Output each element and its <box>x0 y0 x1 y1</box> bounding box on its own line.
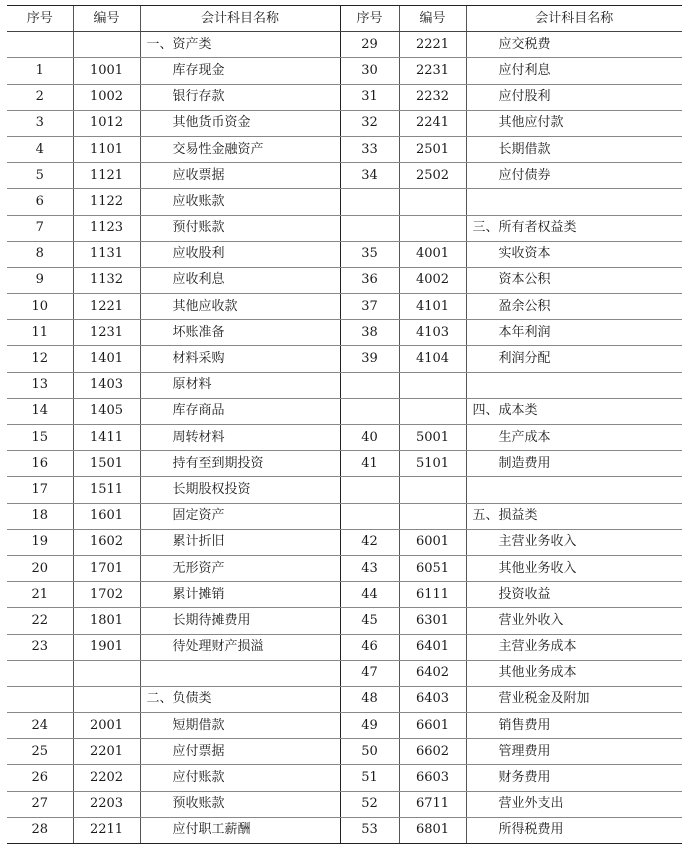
code-cell-left: 1701 <box>73 555 140 581</box>
code-cell-left: 1411 <box>73 425 140 451</box>
seq-cell-left: 7 <box>7 215 73 241</box>
code-cell-right: 4101 <box>399 294 466 320</box>
header-seq: 序号 <box>7 6 73 32</box>
seq-cell-left: 20 <box>7 555 73 581</box>
name-cell-right: 其他应付款 <box>466 110 682 136</box>
seq-cell-right <box>340 503 399 529</box>
code-cell-left <box>73 660 140 686</box>
name-cell-right: 营业税金及附加 <box>466 686 682 712</box>
name-cell-left: 库存现金 <box>140 58 340 84</box>
code-cell-right: 5001 <box>399 425 466 451</box>
seq-cell-left: 18 <box>7 503 73 529</box>
code-cell-right: 6401 <box>399 634 466 660</box>
code-cell-left: 1702 <box>73 582 140 608</box>
seq-cell-right: 33 <box>340 136 399 162</box>
name-cell-left: 预收账款 <box>140 791 340 817</box>
table-row <box>7 163 682 189</box>
name-cell-right: 长期借款 <box>466 136 682 162</box>
code-cell-left: 1131 <box>73 241 140 267</box>
name-cell-left: 预付账款 <box>140 215 340 241</box>
seq-cell-left: 19 <box>7 529 73 555</box>
code-cell-right: 6301 <box>399 608 466 634</box>
seq-cell-right: 44 <box>340 582 399 608</box>
table-row <box>7 765 682 791</box>
code-cell-right: 6711 <box>399 791 466 817</box>
category-heading-left: 二、负债类 <box>140 686 340 712</box>
code-cell-right <box>399 372 466 398</box>
name-cell-left: 应付职工薪酬 <box>140 817 340 843</box>
name-cell-right: 投资收益 <box>466 582 682 608</box>
name-cell-right: 销售费用 <box>466 713 682 739</box>
table-row <box>7 215 682 241</box>
table-row <box>7 791 682 817</box>
seq-cell-left: 15 <box>7 425 73 451</box>
seq-cell-right: 51 <box>340 765 399 791</box>
seq-cell-left: 4 <box>7 136 73 162</box>
seq-cell-right <box>340 477 399 503</box>
table-row <box>7 582 682 608</box>
name-cell-left: 材料采购 <box>140 346 340 372</box>
seq-cell-right: 32 <box>340 110 399 136</box>
code-cell-right: 6801 <box>399 817 466 843</box>
table-row <box>7 398 682 424</box>
code-cell-left: 1101 <box>73 136 140 162</box>
code-cell-left: 1401 <box>73 346 140 372</box>
name-cell-left: 应收账款 <box>140 189 340 215</box>
code-cell-right: 2232 <box>399 84 466 110</box>
table-row <box>7 110 682 136</box>
code-cell-left: 1231 <box>73 320 140 346</box>
seq-cell-right: 47 <box>340 660 399 686</box>
code-cell-right: 6603 <box>399 765 466 791</box>
name-cell-left: 其他应收款 <box>140 294 340 320</box>
seq-cell-right: 30 <box>340 58 399 84</box>
name-cell-right: 应交税费 <box>466 32 682 58</box>
name-cell-left: 长期股权投资 <box>140 477 340 503</box>
seq-cell-right: 36 <box>340 267 399 293</box>
name-cell-right: 实收资本 <box>466 241 682 267</box>
name-cell-left: 累计折旧 <box>140 529 340 555</box>
table-body <box>7 32 682 844</box>
table-row <box>7 425 682 451</box>
seq-cell-left <box>7 686 73 712</box>
seq-cell-right <box>340 215 399 241</box>
name-cell-right: 盈余公积 <box>466 294 682 320</box>
name-cell-left: 原材料 <box>140 372 340 398</box>
table-row <box>7 608 682 634</box>
seq-cell-right: 46 <box>340 634 399 660</box>
seq-cell-right: 50 <box>340 739 399 765</box>
seq-cell-right: 43 <box>340 555 399 581</box>
code-cell-left: 1403 <box>73 372 140 398</box>
header-seq-right: 序号 <box>340 6 399 32</box>
seq-cell-left: 22 <box>7 608 73 634</box>
name-cell-right: 其他业务成本 <box>466 660 682 686</box>
name-cell-right: 本年利润 <box>466 320 682 346</box>
name-cell-right: 营业外支出 <box>466 791 682 817</box>
name-cell-right <box>466 477 682 503</box>
code-cell-left: 1901 <box>73 634 140 660</box>
code-cell-right: 4002 <box>399 267 466 293</box>
code-cell-left <box>73 686 140 712</box>
seq-cell-left: 9 <box>7 267 73 293</box>
code-cell-right: 4103 <box>399 320 466 346</box>
seq-cell-right: 37 <box>340 294 399 320</box>
code-cell-left: 1601 <box>73 503 140 529</box>
seq-cell-right: 41 <box>340 451 399 477</box>
table-row <box>7 84 682 110</box>
header-name: 会计科目名称 <box>140 6 340 32</box>
code-cell-right: 4104 <box>399 346 466 372</box>
name-cell-left: 应付账款 <box>140 765 340 791</box>
table-row <box>7 136 682 162</box>
seq-cell-right <box>340 189 399 215</box>
code-cell-left: 1123 <box>73 215 140 241</box>
seq-cell-left: 23 <box>7 634 73 660</box>
table-row <box>7 529 682 555</box>
seq-cell-left: 8 <box>7 241 73 267</box>
name-cell-left: 累计摊销 <box>140 582 340 608</box>
code-cell-left: 2202 <box>73 765 140 791</box>
seq-cell-left: 17 <box>7 477 73 503</box>
seq-cell-right: 40 <box>340 425 399 451</box>
name-cell-right: 营业外收入 <box>466 608 682 634</box>
seq-cell-right: 35 <box>340 241 399 267</box>
category-heading-right: 五、损益类 <box>466 503 682 529</box>
seq-cell-left: 13 <box>7 372 73 398</box>
code-cell-left: 1001 <box>73 58 140 84</box>
code-cell-right: 2241 <box>399 110 466 136</box>
code-cell-right: 6601 <box>399 713 466 739</box>
code-cell-right <box>399 477 466 503</box>
name-cell-right: 财务费用 <box>466 765 682 791</box>
code-cell-left: 1012 <box>73 110 140 136</box>
code-cell-right: 6111 <box>399 582 466 608</box>
seq-cell-right: 42 <box>340 529 399 555</box>
seq-cell-left <box>7 660 73 686</box>
seq-cell-right <box>340 398 399 424</box>
name-cell-left: 待处理财产损溢 <box>140 634 340 660</box>
code-cell-right: 2221 <box>399 32 466 58</box>
seq-cell-left: 2 <box>7 84 73 110</box>
code-cell-left: 1602 <box>73 529 140 555</box>
code-cell-right <box>399 215 466 241</box>
code-cell-left: 1122 <box>73 189 140 215</box>
name-cell-left <box>140 660 340 686</box>
category-heading-right: 四、成本类 <box>466 398 682 424</box>
code-cell-right: 5101 <box>399 451 466 477</box>
name-cell-right: 管理费用 <box>466 739 682 765</box>
seq-cell-left: 25 <box>7 739 73 765</box>
seq-cell-right: 38 <box>340 320 399 346</box>
code-cell-left: 1501 <box>73 451 140 477</box>
table-row <box>7 451 682 477</box>
name-cell-left: 应收股利 <box>140 241 340 267</box>
table-row <box>7 241 682 267</box>
seq-cell-left: 1 <box>7 58 73 84</box>
seq-cell-left: 14 <box>7 398 73 424</box>
table-row <box>7 58 682 84</box>
name-cell-left: 应收票据 <box>140 163 340 189</box>
code-cell-right: 4001 <box>399 241 466 267</box>
code-cell-right: 6051 <box>399 555 466 581</box>
seq-cell-left: 24 <box>7 713 73 739</box>
name-cell-left: 周转材料 <box>140 425 340 451</box>
seq-cell-left: 10 <box>7 294 73 320</box>
category-heading-left: 一、资产类 <box>140 32 340 58</box>
code-cell-left: 1221 <box>73 294 140 320</box>
name-cell-right: 应付债券 <box>466 163 682 189</box>
code-cell-left: 1511 <box>73 477 140 503</box>
seq-cell-right: 48 <box>340 686 399 712</box>
table-row <box>7 32 682 58</box>
category-heading-right: 三、所有者权益类 <box>466 215 682 241</box>
name-cell-right: 应付利息 <box>466 58 682 84</box>
seq-cell-right: 53 <box>340 817 399 843</box>
table-row <box>7 817 682 843</box>
name-cell-right: 其他业务收入 <box>466 555 682 581</box>
code-cell-left: 1121 <box>73 163 140 189</box>
account-table <box>7 5 682 844</box>
name-cell-left: 持有至到期投资 <box>140 451 340 477</box>
header-code: 编号 <box>73 6 140 32</box>
table-row <box>7 739 682 765</box>
seq-cell-left: 27 <box>7 791 73 817</box>
seq-cell-left: 28 <box>7 817 73 843</box>
name-cell-left: 交易性金融资产 <box>140 136 340 162</box>
code-cell-right: 2502 <box>399 163 466 189</box>
code-cell-right <box>399 503 466 529</box>
header-name-right: 会计科目名称 <box>466 6 682 32</box>
name-cell-right: 主营业务成本 <box>466 634 682 660</box>
seq-cell-left: 6 <box>7 189 73 215</box>
seq-cell-right: 49 <box>340 713 399 739</box>
seq-cell-left: 3 <box>7 110 73 136</box>
name-cell-left: 库存商品 <box>140 398 340 424</box>
seq-cell-right: 52 <box>340 791 399 817</box>
code-cell-left: 1132 <box>73 267 140 293</box>
header-code-right: 编号 <box>399 6 466 32</box>
code-cell-right <box>399 189 466 215</box>
table-row <box>7 189 682 215</box>
name-cell-right <box>466 372 682 398</box>
name-cell-right: 所得税费用 <box>466 817 682 843</box>
table-row <box>7 503 682 529</box>
name-cell-right: 利润分配 <box>466 346 682 372</box>
seq-cell-left: 16 <box>7 451 73 477</box>
seq-cell-right: 34 <box>340 163 399 189</box>
table-row <box>7 660 682 686</box>
name-cell-right <box>466 189 682 215</box>
name-cell-left: 应收利息 <box>140 267 340 293</box>
table-row <box>7 713 682 739</box>
header-row <box>7 6 682 32</box>
name-cell-right: 制造费用 <box>466 451 682 477</box>
table-row <box>7 346 682 372</box>
seq-cell-left: 5 <box>7 163 73 189</box>
seq-cell-right <box>340 372 399 398</box>
table-row <box>7 555 682 581</box>
code-cell-left: 1801 <box>73 608 140 634</box>
seq-cell-right: 45 <box>340 608 399 634</box>
code-cell-left: 1002 <box>73 84 140 110</box>
code-cell-right: 2501 <box>399 136 466 162</box>
seq-cell-left: 12 <box>7 346 73 372</box>
name-cell-left: 无形资产 <box>140 555 340 581</box>
table-header <box>7 6 682 32</box>
name-cell-left: 应付票据 <box>140 739 340 765</box>
table-row <box>7 477 682 503</box>
name-cell-left: 长期待摊费用 <box>140 608 340 634</box>
code-cell-left: 2201 <box>73 739 140 765</box>
table-row <box>7 686 682 712</box>
name-cell-right: 应付股利 <box>466 84 682 110</box>
name-cell-right: 资本公积 <box>466 267 682 293</box>
name-cell-left: 短期借款 <box>140 713 340 739</box>
table-row <box>7 294 682 320</box>
code-cell-left: 2001 <box>73 713 140 739</box>
name-cell-left: 固定资产 <box>140 503 340 529</box>
code-cell-left: 2211 <box>73 817 140 843</box>
code-cell-right: 6403 <box>399 686 466 712</box>
code-cell-left: 2203 <box>73 791 140 817</box>
code-cell-left <box>73 32 140 58</box>
seq-cell-right: 31 <box>340 84 399 110</box>
code-cell-right: 2231 <box>399 58 466 84</box>
seq-cell-right: 39 <box>340 346 399 372</box>
name-cell-left: 其他货币资金 <box>140 110 340 136</box>
name-cell-right: 主营业务收入 <box>466 529 682 555</box>
name-cell-left: 坏账准备 <box>140 320 340 346</box>
seq-cell-left <box>7 32 73 58</box>
code-cell-right: 6602 <box>399 739 466 765</box>
table-row <box>7 267 682 293</box>
code-cell-right: 6001 <box>399 529 466 555</box>
seq-cell-left: 21 <box>7 582 73 608</box>
table-row <box>7 320 682 346</box>
code-cell-right <box>399 398 466 424</box>
seq-cell-right: 29 <box>340 32 399 58</box>
code-cell-left: 1405 <box>73 398 140 424</box>
seq-cell-left: 26 <box>7 765 73 791</box>
name-cell-right: 生产成本 <box>466 425 682 451</box>
code-cell-right: 6402 <box>399 660 466 686</box>
table-row <box>7 634 682 660</box>
name-cell-left: 银行存款 <box>140 84 340 110</box>
seq-cell-left: 11 <box>7 320 73 346</box>
table-row <box>7 372 682 398</box>
